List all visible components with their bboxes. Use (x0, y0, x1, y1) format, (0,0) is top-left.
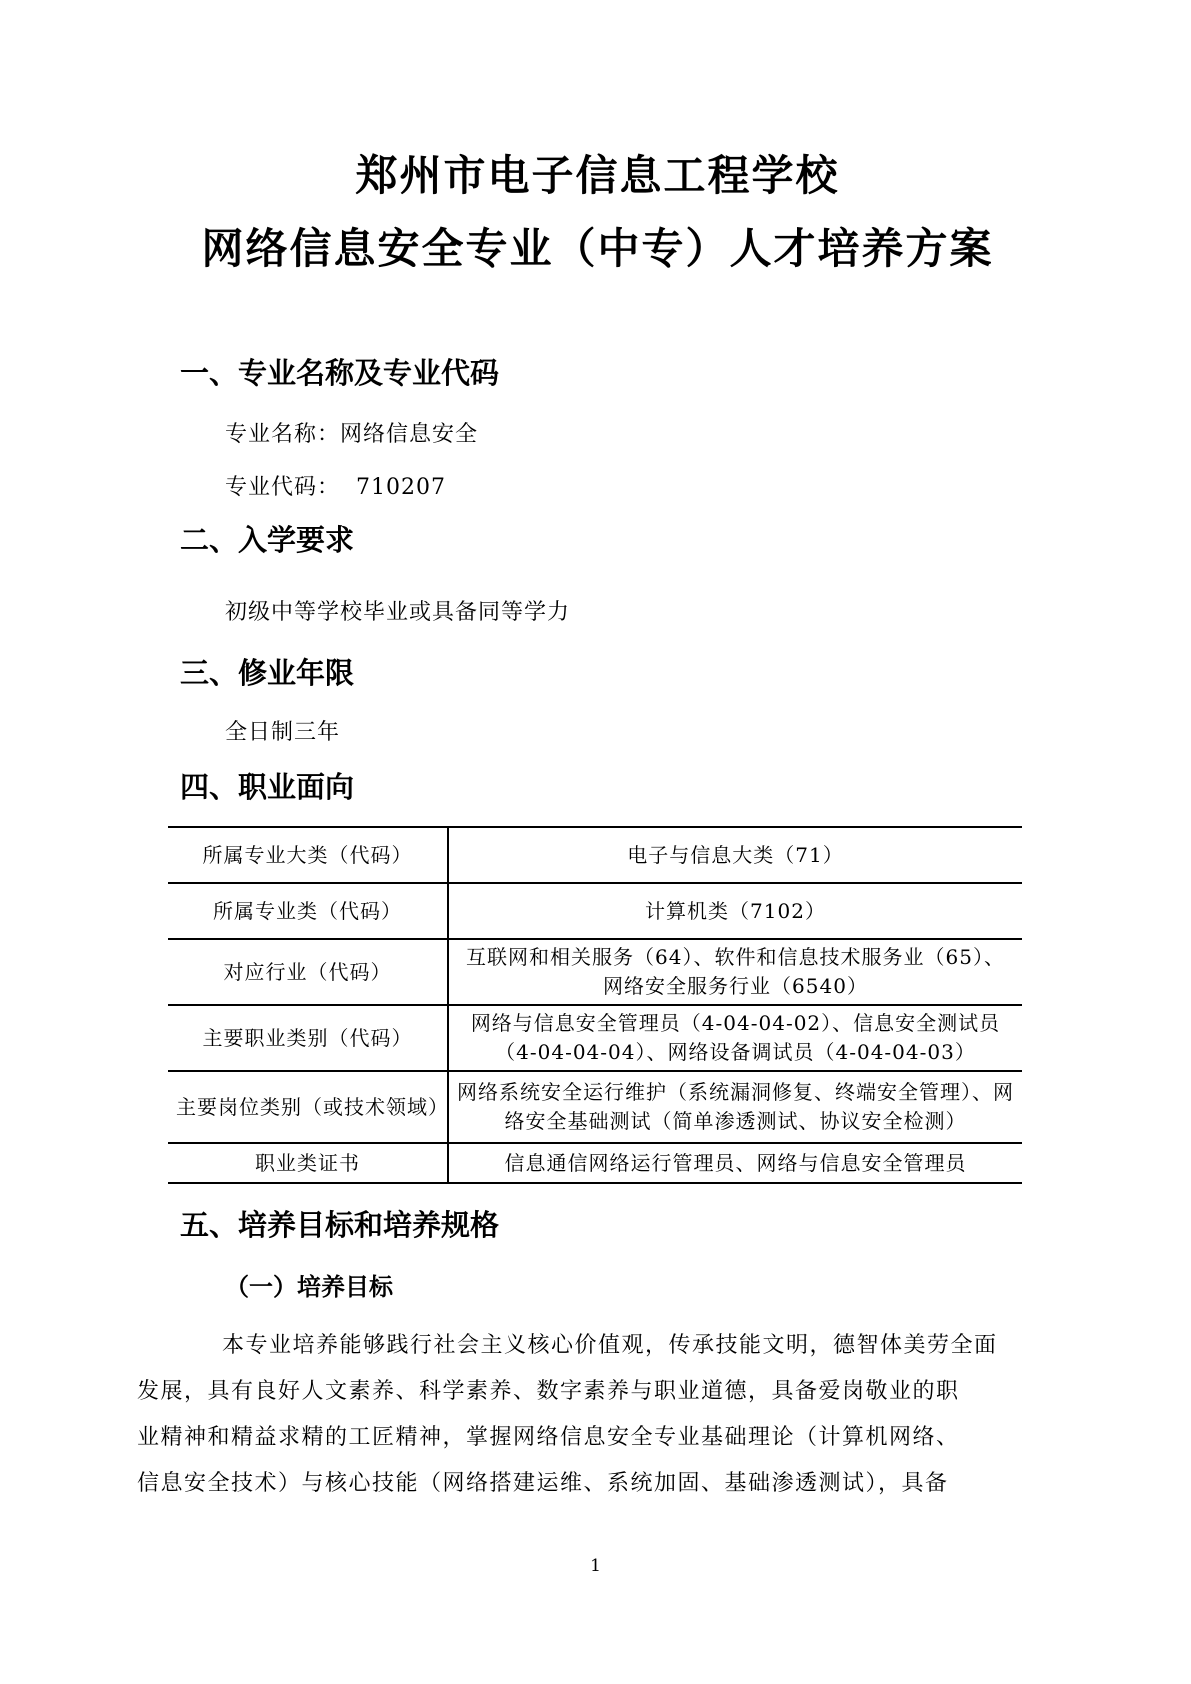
table-row-value: 信息通信网络运行管理员、网络与信息安全管理员 (448, 1143, 1022, 1183)
admission-requirement-line: 初级中等学校毕业或具备同等学力 (225, 600, 571, 625)
table-row-value: 互联网和相关服务（64）、软件和信息技术服务业（65）、网络安全服务行业（6540） (448, 939, 1022, 1005)
section-heading-4: 四、职业面向 (180, 770, 355, 804)
subsection-heading-training-goal: （一）培养目标 (225, 1272, 393, 1301)
table-row-label: 主要职业类别（代码） (168, 1005, 448, 1071)
section-heading-1: 一、专业名称及专业代码 (180, 356, 500, 390)
section-heading-3: 三、修业年限 (180, 656, 355, 690)
study-duration-line: 全日制三年 (225, 720, 341, 745)
document-title-line-2: 网络信息安全专业（中专）人才培养方案 (201, 224, 994, 273)
paragraph-line: 业精神和精益求精的工匠精神，掌握网络信息安全专业基础理论（计算机网络、 (137, 1425, 960, 1450)
table-row-label: 主要岗位类别（或技术领域） (168, 1071, 448, 1143)
table-row-label: 职业类证书 (168, 1143, 448, 1183)
table-row-value: 电子与信息大类（71） (448, 827, 1022, 883)
table-row (168, 883, 1022, 939)
training-goal-paragraph (137, 1323, 1058, 1507)
table-row-value: 网络系统安全运行维护（系统漏洞修复、终端安全管理）、网络安全基础测试（简单渗透测试、协议安全检测） (448, 1071, 1022, 1143)
paragraph-line: 信息安全技术）与核心技能（网络搭建运维、系统加固、基础渗透测试），具备 (137, 1471, 949, 1496)
table-row-label: 所属专业大类（代码） (168, 827, 448, 883)
section-heading-2: 二、入学要求 (180, 523, 355, 557)
table-row (168, 1143, 1022, 1183)
major-name-line: 专业名称：网络信息安全 (225, 422, 479, 447)
table-row (168, 827, 1022, 883)
table-row-value: 网络与信息安全管理员（4-04-04-02）、信息安全测试员（4-04-04-04）、网络设备调试员（4-04-04-03） (448, 1005, 1022, 1071)
table-row (168, 939, 1022, 1005)
paragraph-line: 发展，具有良好人文素养、科学素养、数字素养与职业道德，具备爱岗敬业的职 (137, 1379, 960, 1404)
document-title-line-1: 郑州市电子信息工程学校 (355, 151, 840, 200)
table-row-label: 对应行业（代码） (168, 939, 448, 1005)
table-row-label: 所属专业类（代码） (168, 883, 448, 939)
paragraph-line: 本专业培养能够践行社会主义核心价值观，传承技能文明，德智体美劳全面 (222, 1333, 998, 1358)
section-heading-5: 五、培养目标和培养规格 (180, 1208, 500, 1242)
table-row-value: 计算机类（7102） (448, 883, 1022, 939)
table-row (168, 1071, 1022, 1143)
document-content (137, 0, 1058, 1507)
career-orientation-table (168, 826, 1022, 1184)
table-row (168, 1005, 1022, 1071)
document-title (137, 0, 1058, 285)
major-code-line: 专业代码： 710207 (225, 475, 446, 500)
page-number: 1 (590, 1556, 601, 1576)
